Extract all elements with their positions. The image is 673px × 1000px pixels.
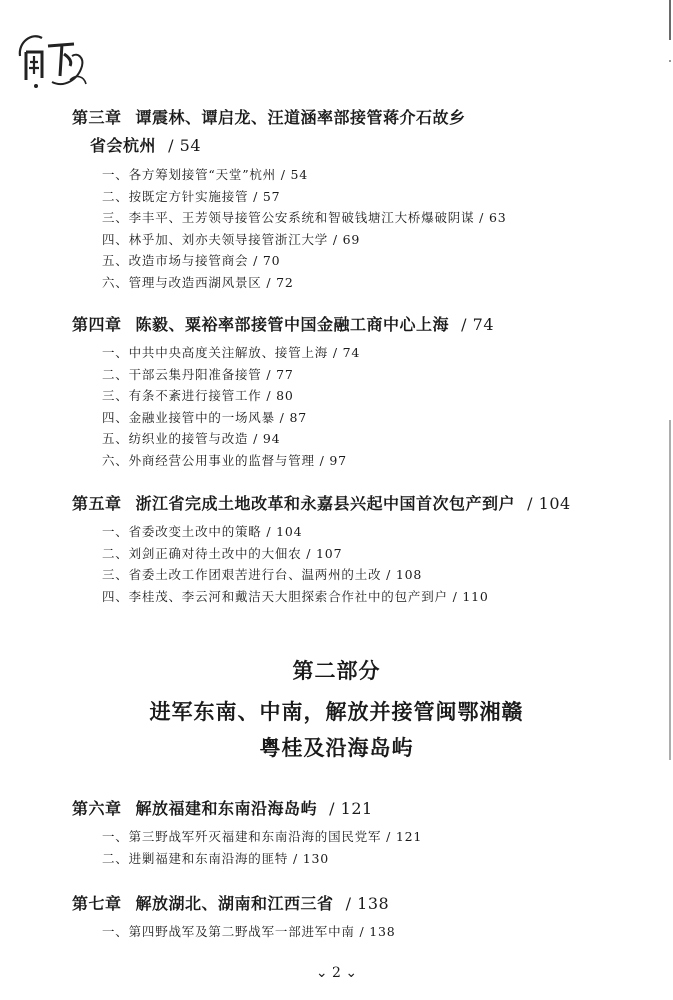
chapter-5-title[interactable] bbox=[72, 496, 571, 512]
part-title-line-1: 进军东南、中南，解放并接管闽鄂湘赣 bbox=[149, 700, 524, 724]
chapter-4-page: / 74 bbox=[461, 315, 495, 334]
section-item[interactable]: 五、改造市场与接管商会 / 70 bbox=[102, 253, 281, 268]
chapter-6-sections bbox=[102, 826, 422, 869]
section-item[interactable]: 二、刘剑正确对待土改中的大佃农 / 107 bbox=[102, 545, 343, 561]
chapter-4-heading: 陈毅、粟裕率部接管中国金融工商中心上海 bbox=[135, 315, 450, 334]
chapter-3-heading-cont: 省会杭州 bbox=[90, 136, 157, 155]
chapter-3-title-continued[interactable] bbox=[90, 138, 201, 154]
section-item[interactable]: 三、李丰平、王芳领导接管公安系统和智破钱塘江大桥爆破阴谋 / 63 bbox=[102, 210, 507, 225]
chapter-6-title[interactable] bbox=[72, 801, 373, 817]
page-number: ⌄ 2 ⌄ bbox=[315, 965, 358, 981]
chapter-4-title[interactable] bbox=[72, 317, 494, 333]
part-title-line-2: 粤桂及沿海岛屿 bbox=[259, 736, 414, 760]
chapter-6-heading: 解放福建和东南沿海岛屿 bbox=[135, 799, 318, 818]
section-item[interactable]: 一、第四野战军及第二野战军一部进军中南 / 138 bbox=[102, 924, 396, 939]
section-item[interactable]: 一、各方筹划接管“天堂”杭州 / 54 bbox=[102, 167, 309, 182]
section-item[interactable]: 五、纺织业的接管与改造 / 94 bbox=[102, 431, 281, 446]
book-logo-icon bbox=[12, 22, 94, 94]
section-item[interactable]: 六、外商经营公用事业的监督与管理 / 97 bbox=[102, 452, 347, 468]
section-item[interactable]: 一、第三野战军歼灭福建和东南沿海的国民党军 / 121 bbox=[102, 829, 423, 844]
chapter-7-title[interactable] bbox=[72, 896, 389, 912]
chapter-6-page: / 121 bbox=[329, 799, 373, 818]
chapter-6-label: 第六章 bbox=[72, 799, 122, 818]
part-label: 第二部分 bbox=[292, 659, 381, 683]
chapter-3-title[interactable] bbox=[72, 110, 466, 126]
section-item[interactable]: 四、李桂茂、李云河和戴洁天大胆探索合作社中的包产到户 / 110 bbox=[102, 588, 489, 604]
chapter-7-page: / 138 bbox=[345, 894, 390, 913]
section-item[interactable]: 四、金融业接管中的一场风暴 / 87 bbox=[102, 409, 307, 425]
chapter-5-page: / 104 bbox=[527, 494, 571, 513]
section-item[interactable]: 四、林乎加、刘亦夫领导接管浙江大学 / 69 bbox=[102, 231, 361, 247]
chapter-7-label: 第七章 bbox=[72, 894, 122, 913]
section-item[interactable]: 三、有条不紊进行接管工作 / 80 bbox=[102, 388, 294, 403]
chapter-3-sections bbox=[102, 164, 506, 293]
section-item[interactable]: 二、进剿福建和东南沿海的匪特 / 130 bbox=[102, 850, 330, 866]
section-item[interactable]: 三、省委土改工作团艰苦进行台、温两州的土改 / 108 bbox=[102, 567, 423, 582]
chapter-4-sections bbox=[102, 342, 360, 471]
chapter-3-label: 第三章 bbox=[72, 108, 122, 127]
chapter-5-sections bbox=[102, 521, 489, 607]
chapter-3-page: / 54 bbox=[168, 136, 201, 155]
chapter-3-heading: 谭震林、谭启龙、汪道涵率部接管蒋介石故乡 bbox=[135, 108, 466, 127]
section-item[interactable]: 一、中共中央高度关注解放、接管上海 / 74 bbox=[102, 345, 361, 360]
chapter-7-heading: 解放湖北、湖南和江西三省 bbox=[135, 894, 334, 913]
chapter-7-sections bbox=[102, 921, 396, 943]
section-item[interactable]: 二、按既定方针实施接管 / 57 bbox=[102, 188, 281, 204]
chapter-5-label: 第五章 bbox=[72, 494, 122, 513]
chapter-5-heading: 浙江省完成土地改革和永嘉县兴起中国首次包产到户 bbox=[135, 494, 516, 513]
chapter-4-label: 第四章 bbox=[72, 315, 122, 334]
page-edge-rule bbox=[669, 0, 671, 1000]
section-item[interactable]: 一、省委改变土改中的策略 / 104 bbox=[102, 524, 303, 539]
section-item[interactable]: 六、管理与改造西湖风景区 / 72 bbox=[102, 274, 294, 290]
section-item[interactable]: 二、干部云集丹阳准备接管 / 77 bbox=[102, 366, 294, 382]
